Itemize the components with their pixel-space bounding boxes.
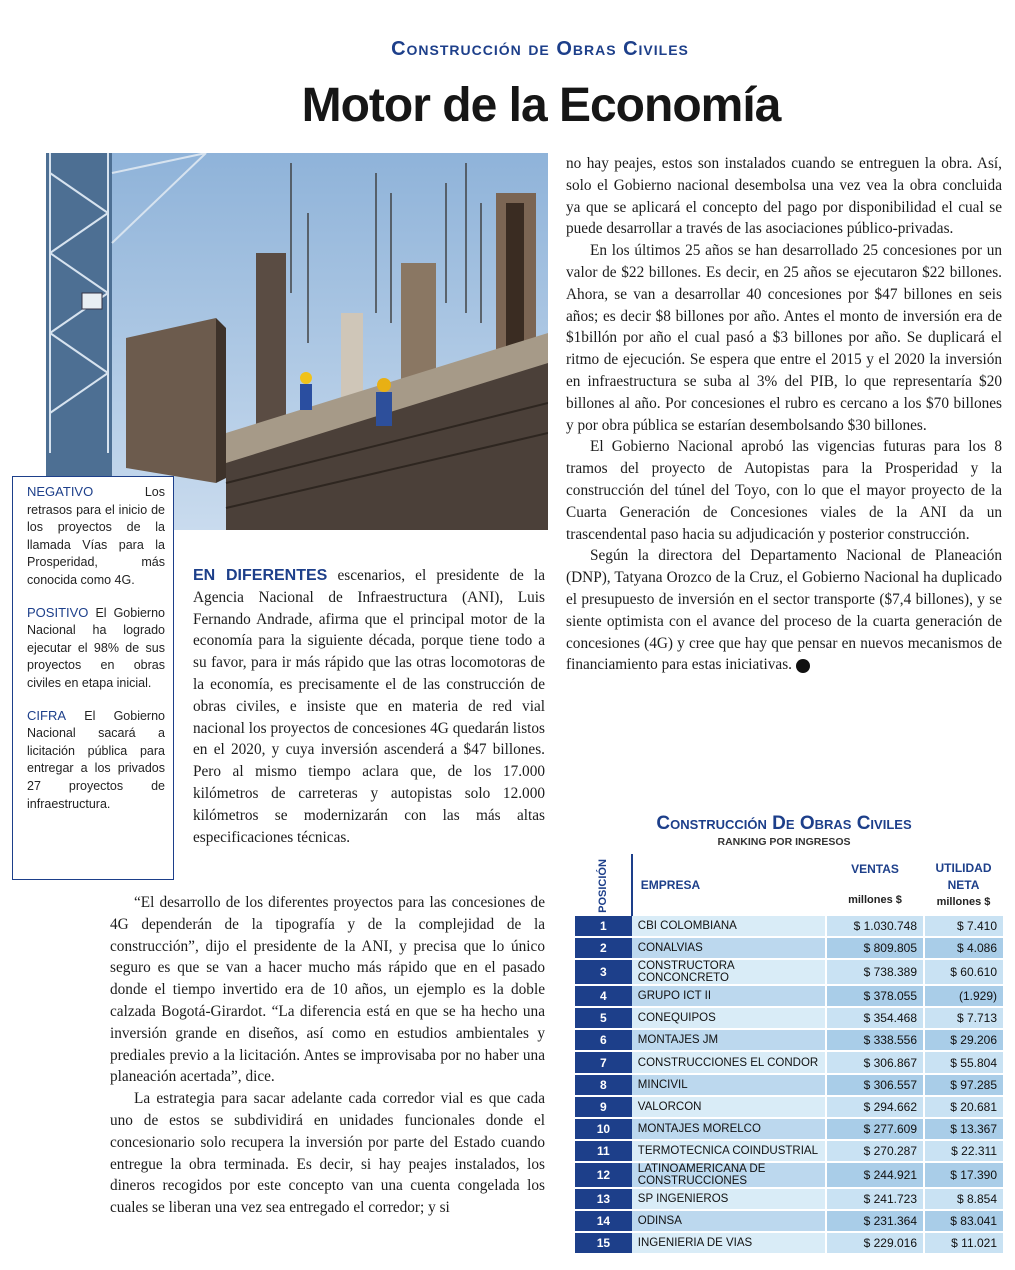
construction-site-photo <box>46 153 548 530</box>
company-cell: MONTAJES MORELCO <box>632 1118 826 1140</box>
article-paragraph: no hay peajes, estos son instalados cuando se entreguen la obra. Así, solo el Gobierno nacional desembolsa una vez vea la obra concluida ya que se aplicará el concepto del pago por disponibilidad el cual se puede desarrollar a través de las asociaciones público-privadas. <box>566 155 1002 238</box>
table-row <box>575 1096 1003 1118</box>
position-cell: 13 <box>575 1188 632 1210</box>
sales-cell: $ 294.662 <box>826 1096 924 1118</box>
position-cell: 14 <box>575 1210 632 1232</box>
paragraph-text: escenarios, el presidente de la Agencia Nacional de Infraestructura (ANI), Luis Fernando Andrade, afirma que el principal motor de la economía para la siguiente década, porque tiene todo a su favor, para ir más rápido que las otras locomotoras de la economía, es precisamente el de las construcción de obras civiles, e insiste que en materia de red vial nacional los proyectos de concesiones 4G quedarán listos en el 2020, y cuya inversión ascenderá a $47 billones. Pero al mismo tiempo aclara que, de los 17.000 kilómetros de carreteras y autopistas solo 12.000 kilómetros se modernizarán con las más altas especificaciones técnicas. <box>193 567 545 846</box>
profit-cell: $ 83.041 <box>924 1210 1003 1232</box>
profit-cell: $ 97.285 <box>924 1074 1003 1096</box>
sales-cell: $ 338.556 <box>826 1029 924 1051</box>
article-paragraph: La estrategia para sacar adelante cada corredor vial es que cada uno de estos se subdividirá en unidades funcionales donde el concesionario solo recupera la inversión por parte del Estado cuando entregue la obra terminada. Es decir, si hay peajes instalados, los dineros recogidos por este concepto van una cuenta congelada los cuales se liberan una vez sea entregado el corredor; y si <box>110 1090 545 1217</box>
profit-cell: $ 13.367 <box>924 1118 1003 1140</box>
position-header: POSICIÓN <box>575 854 632 916</box>
table-row <box>575 1051 1003 1073</box>
position-cell: 2 <box>575 937 632 959</box>
sales-cell: $ 306.867 <box>826 1051 924 1073</box>
company-cell: LATINOAMERICANA DE CONSTRUCCIONES <box>632 1162 826 1188</box>
profit-cell: (1.929) <box>924 985 1003 1007</box>
table-row <box>575 937 1003 959</box>
sales-cell: $ 809.805 <box>826 937 924 959</box>
ranking-table <box>575 854 1003 1255</box>
profit-cell: $ 11.021 <box>924 1232 1003 1254</box>
end-of-article-icon: G <box>796 659 810 673</box>
company-header: EMPRESA <box>640 878 701 892</box>
profit-cell: $ 22.311 <box>924 1140 1003 1162</box>
company-cell: MONTAJES JM <box>632 1029 826 1051</box>
sales-cell: $ 277.609 <box>826 1118 924 1140</box>
company-cell: MINCIVIL <box>632 1074 826 1096</box>
company-cell: CONSTRUCCIONES EL CONDOR <box>632 1051 826 1073</box>
table-row <box>575 1232 1003 1254</box>
position-cell: 9 <box>575 1096 632 1118</box>
table-row <box>575 985 1003 1007</box>
article-column-left-bottom <box>110 892 545 1219</box>
construction-photo-illustration <box>46 153 548 530</box>
ranking-subtitle: RANKING POR INGRESOS <box>717 836 851 848</box>
company-cell: GRUPO ICT II <box>632 985 826 1007</box>
sidebar-label: NEGATIVO <box>27 484 94 499</box>
company-cell: CONSTRUCTORA CONCONCRETO <box>632 959 826 985</box>
sales-cell: $ 270.287 <box>826 1140 924 1162</box>
sales-cell: $ 306.557 <box>826 1074 924 1096</box>
table-row <box>575 1118 1003 1140</box>
sales-cell: $ 244.921 <box>826 1162 924 1188</box>
sidebar-text: El Gobierno Nacional sacará a licitación pública para entregar a los privados 27 proyectos de infraestructura. <box>27 708 165 811</box>
profit-cell: $ 55.804 <box>924 1051 1003 1073</box>
paragraph-text: Según la directora del Departamento Nacional de Planeación (DNP), Tatyana Orozco de la Cruz, el Gobierno Nacional ha duplicado el presupuesto de inversión en el sector transporte ($7,4 billones), y se siente optimista con el avance del proceso de la cuarta generación de concesiones (4G) y cree que hay que pensar en nuevos mecanismos de financiamiento para estas iniciativas. <box>566 547 1002 674</box>
article-column-left-top <box>193 565 545 848</box>
position-cell: 6 <box>575 1029 632 1051</box>
company-cell: TERMOTECNICA COINDUSTRIAL <box>632 1140 826 1162</box>
sidebar-label: POSITIVO <box>27 604 89 620</box>
table-row <box>575 1074 1003 1096</box>
profit-cell: $ 29.206 <box>924 1029 1003 1051</box>
table-row <box>575 1210 1003 1232</box>
sales-cell: $ 1.030.748 <box>826 916 924 937</box>
profit-cell: $ 60.610 <box>924 959 1003 985</box>
article-column-right <box>566 153 1002 676</box>
sales-cell: $ 229.016 <box>826 1232 924 1254</box>
article-paragraph <box>193 565 545 848</box>
sidebar-text: Los retrasos para el inicio de los proyectos de la llamada Vías para la Prosperidad, más conocida como 4G. <box>27 485 165 587</box>
company-cell: VALORCON <box>632 1096 826 1118</box>
ranking-title: Construcción De Obras Civiles <box>656 813 912 834</box>
sidebar-item-positivo <box>27 604 165 693</box>
profit-cell: $ 7.713 <box>924 1007 1003 1029</box>
profit-cell: $ 20.681 <box>924 1096 1003 1118</box>
position-cell: 1 <box>575 916 632 937</box>
section-title: Construcción de Obras Civiles <box>391 38 689 60</box>
sidebar-item-negativo <box>27 483 165 590</box>
sales-cell: $ 378.055 <box>826 985 924 1007</box>
position-cell: 10 <box>575 1118 632 1140</box>
position-cell: 8 <box>575 1074 632 1096</box>
sales-header: VENTAS millones $ <box>848 862 902 906</box>
sales-cell: $ 354.468 <box>826 1007 924 1029</box>
article-paragraph: “El desarrollo de los diferentes proyectos para las concesiones de 4G dependerán de la tipografía y de la complejidad de la construcción”, dijo el presidente de la ANI, y precisa que lo único seguro es que se van a hacer mucho más rápido que en el pasado donde el tiempo invertido era de 10 años, un ejemplo es la doble calzada Bogotá-Girardot. “La diferencia está en que se ha hecho una inversión grande en diseños, así como en estudios ambientales y prediales previo a la licitación. Antes se improvisaba por no haber una planeación acertada”, dice. <box>110 894 545 1086</box>
position-cell: 7 <box>575 1051 632 1073</box>
lead-word: EN DIFERENTES <box>193 567 328 584</box>
table-row <box>575 959 1003 985</box>
table-row <box>575 1007 1003 1029</box>
article-paragraph: El Gobierno Nacional aprobó las vigencias futuras para los 8 tramos del proyecto de Autopistas para la Prosperidad y la construcción del túnel del Toyo, con lo que el mayor proyecto de la Cuarta Generación de Concesiones viales de la ANI da un trascendental paso hacia su adjudicación y posterior construcción. <box>566 438 1002 543</box>
profit-header: UTILIDAD NETA millones $ <box>935 860 992 908</box>
sidebar-label: CIFRA <box>27 707 66 723</box>
position-cell: 3 <box>575 959 632 985</box>
company-cell: CONALVIAS <box>632 937 826 959</box>
sales-cell: $ 231.364 <box>826 1210 924 1232</box>
table-row <box>575 1188 1003 1210</box>
table-row <box>575 916 1003 937</box>
sales-cell: $ 738.389 <box>826 959 924 985</box>
profit-cell: $ 7.410 <box>924 916 1003 937</box>
profit-cell: $ 17.390 <box>924 1162 1003 1188</box>
profit-cell: $ 8.854 <box>924 1188 1003 1210</box>
article-paragraph: En los últimos 25 años se han desarrollado 25 concesiones por un valor de $22 billones. Es decir, en 25 años se ejecutaron $22 billones. Ahora, se van a desarrollar 40 concesiones por $47 billones en seis años; es decir $8 billones por año. Antes el monto de inversión era de $1billón por año el cual pasó a $3 billones por año. Se duplicará el ritmo de ejecución. Se espera que entre el 2015 y el 2020 la inversión en infraestructura se suba al 3% del PIB, lo que representaría $20 billones al año. Por concesiones el rubro es cercano a los $70 billones y por obra pública se estarían desembolsando $30 billones. <box>566 242 1002 434</box>
position-cell: 4 <box>575 985 632 1007</box>
company-cell: CBI COLOMBIANA <box>632 916 826 937</box>
sidebar-text: El Gobierno Nacional ha logrado ejecutar el 98% de sus proyectos en obras civiles en etapa inicial. <box>27 605 165 690</box>
article-headline: Motor de la Economía <box>301 79 781 132</box>
position-cell: 5 <box>575 1007 632 1029</box>
sales-cell: $ 241.723 <box>826 1188 924 1210</box>
position-cell: 12 <box>575 1162 632 1188</box>
company-cell: CONEQUIPOS <box>632 1007 826 1029</box>
position-cell: 11 <box>575 1140 632 1162</box>
company-cell: INGENIERIA DE VIAS <box>632 1232 826 1254</box>
position-cell: 15 <box>575 1232 632 1254</box>
sidebar-item-cifra <box>27 707 165 814</box>
company-cell: ODINSA <box>632 1210 826 1232</box>
sidebar-box <box>12 476 174 880</box>
table-row <box>575 1162 1003 1188</box>
article-paragraph <box>566 545 1002 676</box>
table-row <box>575 1140 1003 1162</box>
profit-cell: $ 4.086 <box>924 937 1003 959</box>
company-cell: SP INGENIEROS <box>632 1188 826 1210</box>
table-row <box>575 1029 1003 1051</box>
